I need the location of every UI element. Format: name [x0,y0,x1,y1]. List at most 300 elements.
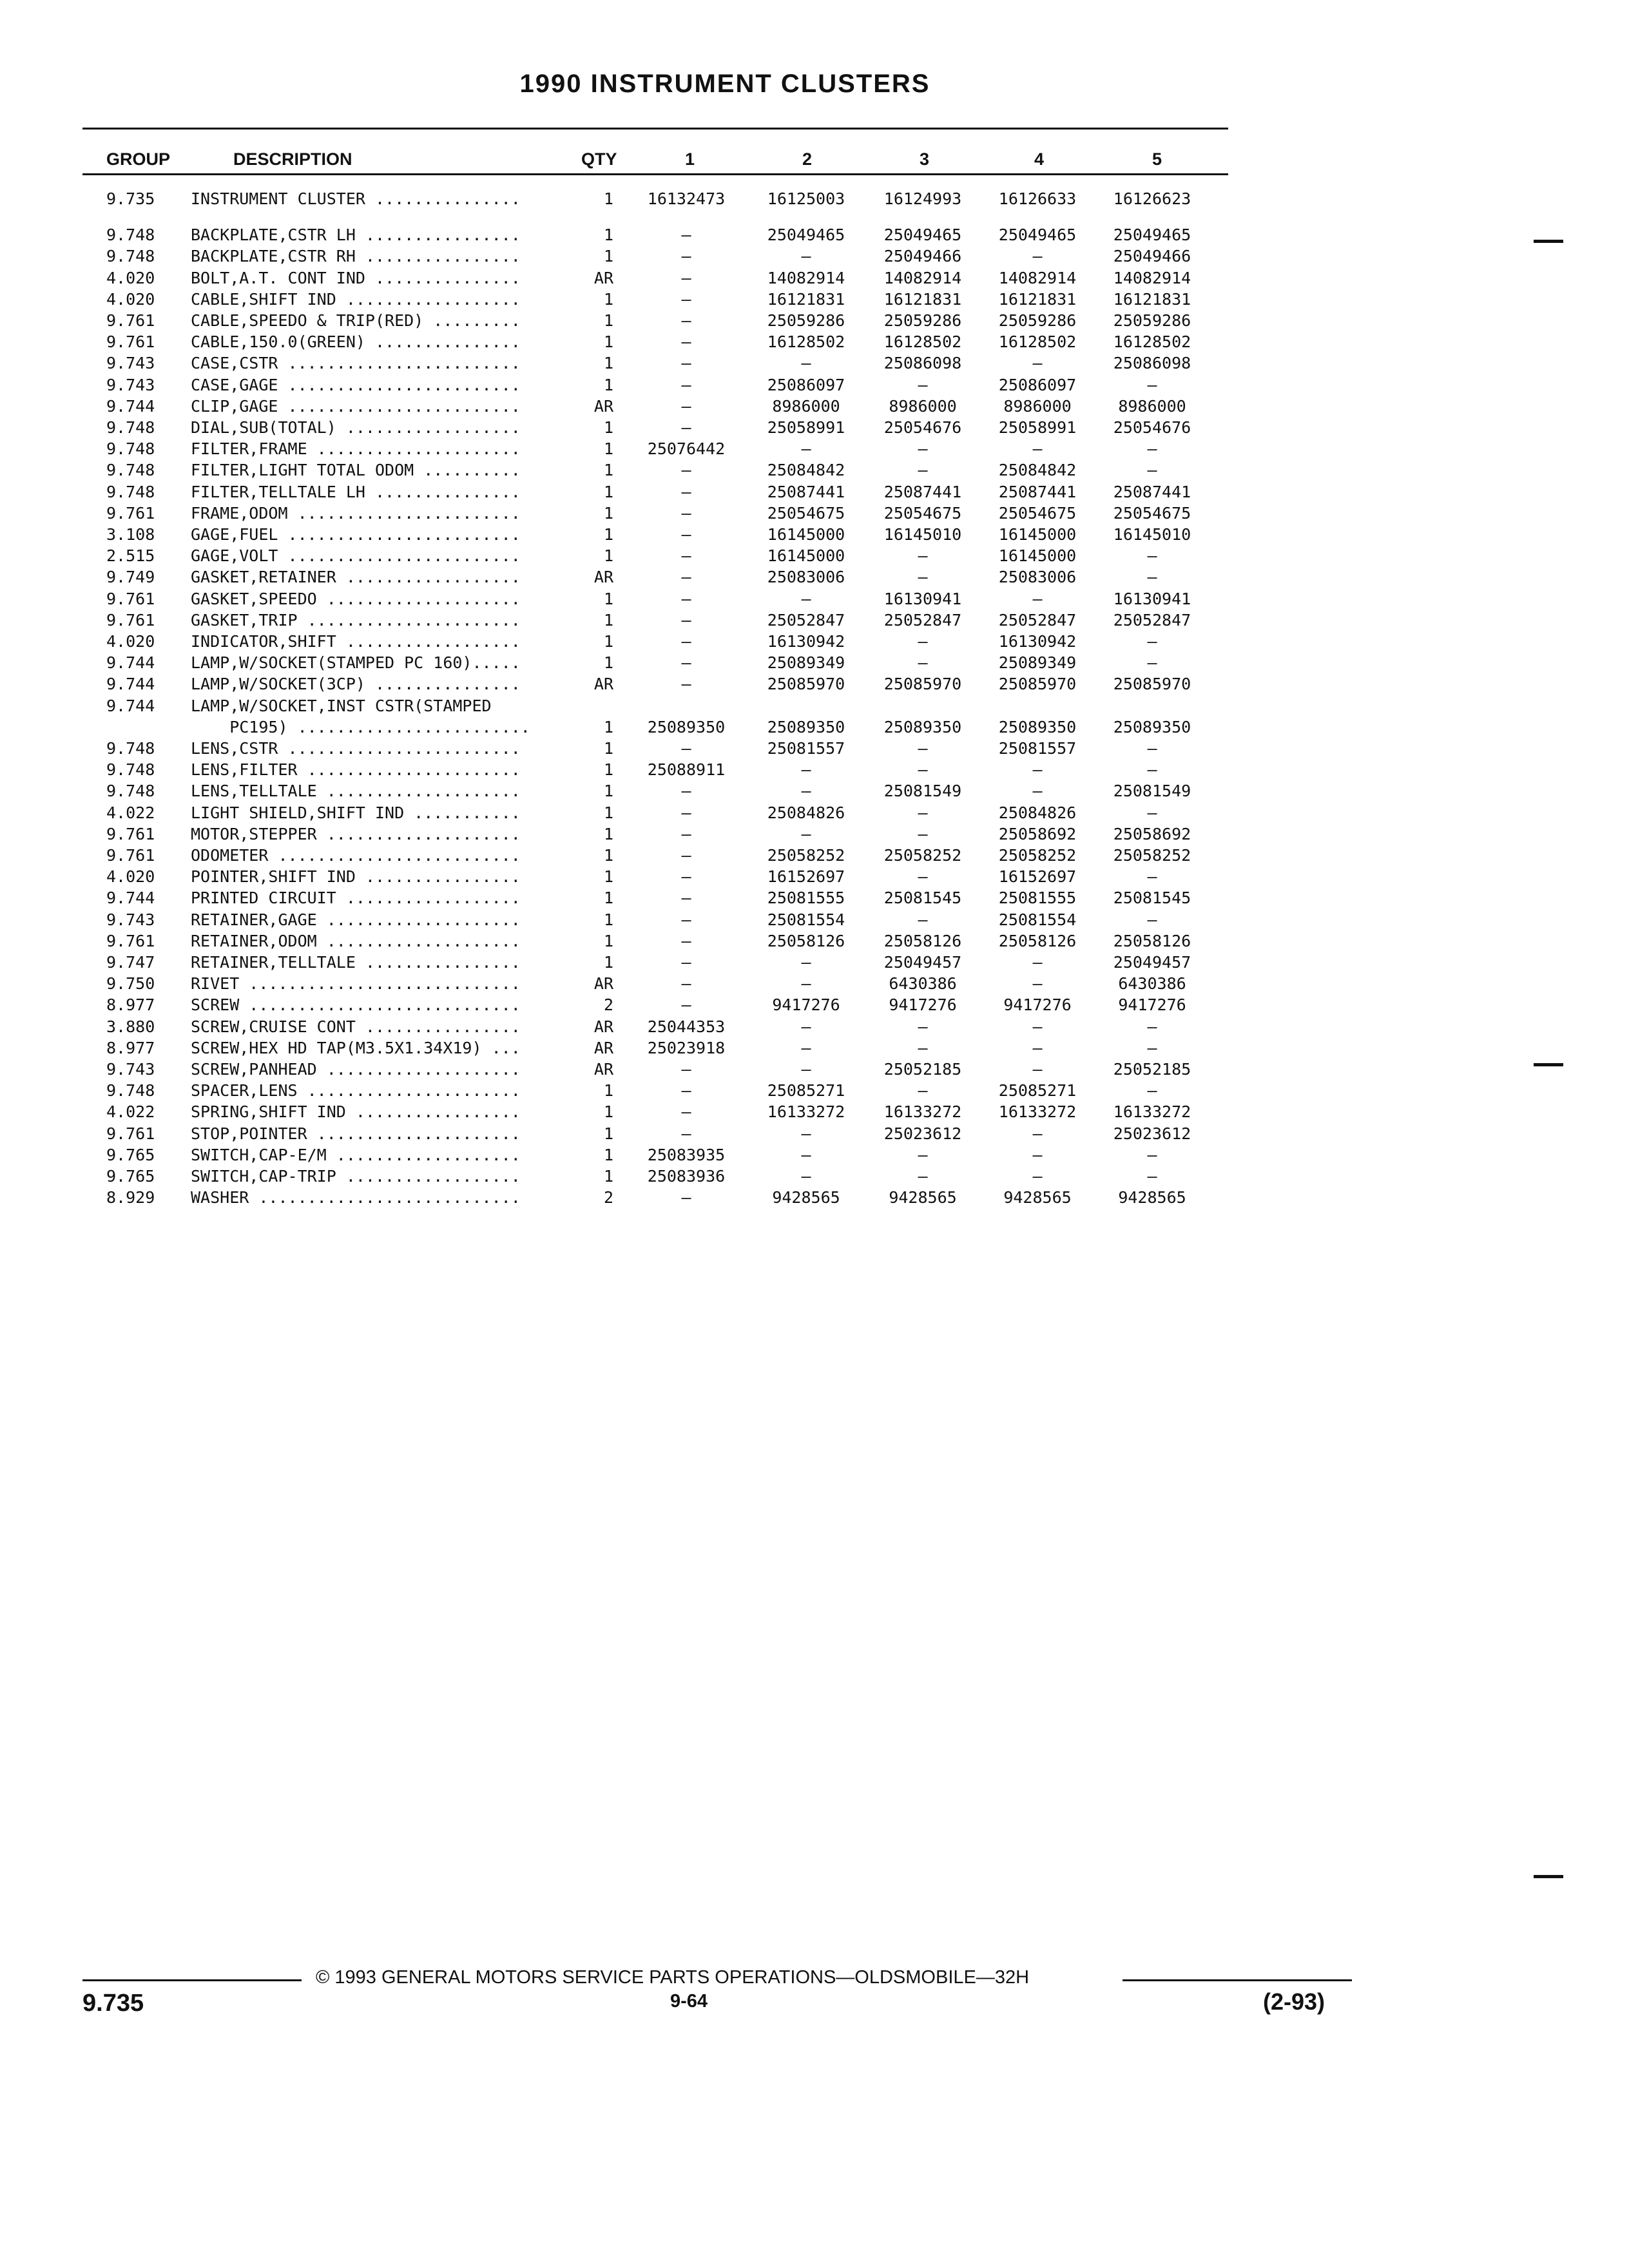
cell-c5: 8986000 [1118,396,1186,416]
table-row [0,417,1629,438]
cell-group: 9.744 [106,696,155,715]
cell-c5: 25058692 [1113,824,1191,843]
table-row [0,1080,1629,1101]
cell-c1: 25044353 [647,1017,726,1036]
cell-c3: 25081545 [883,889,962,908]
cell-qty: 1 [603,760,613,780]
cell-c5: 16130941 [1113,589,1191,608]
table-row [0,396,1629,417]
page-title: 1990 INSTRUMENT CLUSTERS [519,70,930,98]
cell-group: 9.761 [106,1124,155,1143]
cell-group: 8.977 [106,995,155,1015]
cell-c2: 25054675 [767,503,845,523]
cell-c3: 25054676 [883,418,962,437]
cell-c4: 25081554 [998,910,1077,929]
cell-c5: 25058126 [1113,931,1191,950]
cell-c4: — [1032,589,1043,608]
cell-c5: — [1147,461,1157,480]
table-row [0,823,1629,845]
cell-c1: — [681,546,691,566]
cell-group: 9.748 [106,782,155,801]
cell-desc: LENS,FILTER ...................... [191,760,521,780]
cell-c3: — [918,803,928,822]
cell-group: 9.748 [106,482,155,501]
cell-c5: 25085970 [1113,675,1191,694]
cell-c5: — [1147,375,1157,394]
footer-date-code: (2-93) [1263,1988,1325,2015]
column-header-1: 1 [685,149,695,169]
table-row [0,673,1629,695]
cell-group: 9.743 [106,910,155,929]
cell-c2: 25058991 [767,418,845,437]
cell-c5: 25058252 [1113,846,1191,865]
cell-c5: 9417276 [1118,995,1186,1015]
cell-desc: CASE,GAGE ........................ [191,375,521,394]
cell-group: 9.761 [106,846,155,865]
cell-c4: — [1032,1038,1043,1057]
cell-c3: 9428565 [889,1188,957,1207]
cell-c2: — [801,439,811,459]
cell-group: 9.744 [106,889,155,908]
cell-desc: CABLE,150.0(GREEN) ............... [191,332,521,352]
cell-c1: — [681,782,691,801]
cell-group: 9.749 [106,568,155,587]
cell-desc: PC195) ........................ [191,717,530,736]
cell-c5: — [1147,1017,1157,1036]
cell-qty: 1 [603,1081,613,1100]
cell-c3: 25023612 [883,1124,962,1143]
cell-group: 9.743 [106,354,155,373]
cell-group: 8.929 [106,1188,155,1207]
cell-c3: 25089350 [883,717,962,736]
cell-c5: 25054676 [1113,418,1191,437]
cell-c5: — [1147,803,1157,822]
cell-c1: — [681,1060,691,1079]
cell-c2: — [801,824,811,843]
cell-c3: 8986000 [889,396,957,416]
cell-desc: LAMP,W/SOCKET,INST CSTR(STAMPED [191,696,492,715]
cell-qty: 1 [603,803,613,822]
cell-c1: — [681,311,691,330]
cell-qty: 1 [603,846,613,865]
cell-c4: — [1032,1145,1043,1164]
cell-c2: — [801,782,811,801]
cell-c4: 25054675 [998,503,1077,523]
cell-c1: — [681,910,691,929]
table-row [0,224,1629,245]
table-row [0,459,1629,481]
cell-group: 9.744 [106,396,155,416]
cell-c3: 16130941 [883,589,962,608]
cell-qty: 1 [603,653,613,673]
cell-group: 9.761 [106,503,155,523]
cell-c4: 25086097 [998,375,1077,394]
column-header-4: 4 [1034,149,1045,169]
table-row [0,652,1629,673]
cell-c2: 25081557 [767,739,845,758]
cell-c4: 16130942 [998,632,1077,651]
table-row [0,802,1629,823]
footer-group-number: 9.735 [82,1990,144,2017]
cell-qty: 1 [603,931,613,950]
cell-c4: 25081555 [998,889,1077,908]
cell-c1: — [681,889,691,908]
cell-c5: 16145010 [1113,525,1191,544]
cell-c4: — [1032,439,1043,459]
cell-c3: — [918,910,928,929]
table-row [0,610,1629,631]
cell-c1: 16132473 [647,189,726,208]
cell-qty: 1 [603,189,613,208]
cell-group: 9.747 [106,953,155,972]
cell-desc: FILTER,TELLTALE LH ............... [191,482,521,501]
cell-c2: 16121831 [767,289,845,309]
cell-c1: — [681,247,691,266]
cell-desc: BOLT,A.T. CONT IND ............... [191,268,521,287]
cell-qty: 2 [603,995,613,1015]
cell-c2: — [801,354,811,373]
cell-desc: SCREW,CRUISE CONT ................ [191,1017,521,1036]
cell-c1: — [681,931,691,950]
cell-qty: 1 [603,226,613,245]
header-bottom-rule [82,173,1228,175]
cell-c2: 25084842 [767,461,845,480]
cell-group: 9.761 [106,931,155,950]
cell-c5: 25052847 [1113,610,1191,629]
cell-c5: 25059286 [1113,311,1191,330]
cell-group: 9.748 [106,247,155,266]
cell-qty: 1 [603,739,613,758]
cell-qty: 1 [603,1145,613,1164]
cell-c2: — [801,1017,811,1036]
cell-c5: 6430386 [1118,974,1186,994]
cell-c2: 25058126 [767,931,845,950]
cell-c4: — [1032,760,1043,780]
cell-c4: 25089349 [998,653,1077,673]
table-row [0,930,1629,952]
cell-c2: — [801,589,811,608]
cell-group: 4.020 [106,632,155,651]
footer-rule-right [1123,1979,1352,1981]
cell-c1: — [681,354,691,373]
cell-desc: RIVET ............................ [191,974,521,994]
cell-c5: 25049466 [1113,247,1191,266]
cell-c3: — [918,1167,928,1186]
cell-c1: 25088911 [647,760,726,780]
table-row [0,887,1629,908]
cell-c3: — [918,568,928,587]
table-row [0,481,1629,503]
cell-qty: 1 [603,354,613,373]
table-row [0,631,1629,652]
cell-c2: 16133272 [767,1102,845,1122]
table-row [0,352,1629,374]
cell-qty: 1 [603,1167,613,1186]
cell-c5: — [1147,1081,1157,1100]
cell-c3: — [918,439,928,459]
cell-group: 4.020 [106,289,155,309]
cell-c4: 25059286 [998,311,1077,330]
cell-desc: RETAINER,GAGE .................... [191,910,521,929]
cell-desc: FILTER,LIGHT TOTAL ODOM .......... [191,461,521,480]
table-row [0,1101,1629,1122]
cell-c4: — [1032,974,1043,994]
cell-desc: CASE,CSTR ........................ [191,354,521,373]
cell-qty: 1 [603,525,613,544]
cell-c3: — [918,867,928,887]
cell-c1: — [681,1188,691,1207]
margin-mark [1534,1875,1563,1878]
cell-c5: 16121831 [1113,289,1191,309]
cell-c3: 16121831 [883,289,962,309]
cell-desc: GAGE,FUEL ........................ [191,525,521,544]
cell-c3: — [918,632,928,651]
cell-c4: 16145000 [998,546,1077,566]
cell-qty: AR [593,1060,613,1079]
cell-qty: AR [593,268,613,287]
cell-c1: — [681,739,691,758]
cell-c3: 25086098 [883,354,962,373]
table-row [0,759,1629,780]
cell-c2: 16130942 [767,632,845,651]
cell-group: 3.880 [106,1017,155,1036]
cell-c2: — [801,1124,811,1143]
table-row [0,1059,1629,1080]
cell-c3: — [918,653,928,673]
table-row [0,973,1629,994]
cell-group: 4.022 [106,1102,155,1122]
cell-c4: 8986000 [1003,396,1072,416]
cell-qty: 1 [603,610,613,629]
cell-c5: — [1147,910,1157,929]
cell-c1: — [681,332,691,352]
cell-group: 9.748 [106,418,155,437]
cell-c3: 25049466 [883,247,962,266]
cell-c2: 25085271 [767,1081,845,1100]
cell-c3: — [918,1017,928,1036]
cell-c4: — [1032,953,1043,972]
cell-c4: — [1032,782,1043,801]
cell-qty: 1 [603,889,613,908]
cell-desc: LENS,TELLTALE .................... [191,782,521,801]
cell-c4: — [1032,354,1043,373]
table-row [0,289,1629,310]
cell-c2: 14082914 [767,268,845,287]
cell-c2: — [801,953,811,972]
cell-c4: 9428565 [1003,1188,1072,1207]
cell-c5: — [1147,867,1157,887]
cell-c1: — [681,525,691,544]
cell-c1: — [681,375,691,394]
cell-c4: 25081557 [998,739,1077,758]
cell-qty: AR [593,396,613,416]
cell-c2: — [801,1038,811,1057]
cell-qty: AR [593,675,613,694]
cell-c2: 16152697 [767,867,845,887]
cell-group: 9.761 [106,589,155,608]
cell-group: 9.761 [106,332,155,352]
cell-qty: 1 [603,824,613,843]
cell-c5: 16126623 [1113,189,1191,208]
cell-c5: 25081545 [1113,889,1191,908]
table-row [0,566,1629,588]
table-row [0,188,1629,209]
column-header-description: DESCRIPTION [233,149,352,169]
cell-c3: 25049457 [883,953,962,972]
cell-qty: 1 [603,717,613,736]
table-row [0,588,1629,610]
cell-c2: — [801,974,811,994]
cell-c1: 25023918 [647,1038,726,1057]
cell-group: 9.748 [106,1081,155,1100]
cell-c3: — [918,739,928,758]
cell-qty: AR [593,974,613,994]
cell-c3: — [918,1145,928,1164]
cell-qty: 1 [603,1124,613,1143]
cell-c2: 16125003 [767,189,845,208]
cell-c2: 25049465 [767,226,845,245]
cell-c3: 25081549 [883,782,962,801]
cell-c4: 25085970 [998,675,1077,694]
table-row [0,909,1629,930]
cell-qty: 1 [603,503,613,523]
cell-c3: 25058126 [883,931,962,950]
cell-c4: 25052847 [998,610,1077,629]
cell-c2: 25087441 [767,482,845,501]
cell-c3: 9417276 [889,995,957,1015]
table-row [0,1016,1629,1037]
table-row [0,780,1629,802]
cell-c1: — [681,846,691,865]
cell-group: 9.744 [106,653,155,673]
cell-c3: 25087441 [883,482,962,501]
cell-c1: — [681,482,691,501]
cell-c3: 16145010 [883,525,962,544]
cell-group: 9.761 [106,311,155,330]
cell-desc: ODOMETER ......................... [191,846,521,865]
cell-c2: 16145000 [767,546,845,566]
cell-desc: SWITCH,CAP-E/M ................... [191,1145,521,1164]
cell-qty: 1 [603,632,613,651]
cell-group: 9.743 [106,375,155,394]
cell-c4: 25083006 [998,568,1077,587]
cell-c1: — [681,289,691,309]
cell-qty: 1 [603,1102,613,1122]
cell-qty: 1 [603,546,613,566]
cell-group: 9.744 [106,675,155,694]
margin-mark [1534,240,1563,243]
table-row [0,1144,1629,1166]
cell-desc: POINTER,SHIFT IND ................ [191,867,521,887]
cell-c4: 16126633 [998,189,1077,208]
cell-c3: 25058252 [883,846,962,865]
footer-copyright: © 1993 GENERAL MOTORS SERVICE PARTS OPERATIONS—OLDSMOBILE—32H [316,1967,1030,1988]
cell-c5: — [1147,1145,1157,1164]
column-header-3: 3 [920,149,930,169]
table-row [0,267,1629,289]
column-header-2: 2 [802,149,813,169]
cell-group: 9.748 [106,439,155,459]
cell-c1: — [681,653,691,673]
cell-desc: CABLE,SHIFT IND .................. [191,289,521,309]
cell-c4: 16128502 [998,332,1077,352]
cell-group: 9.735 [106,189,155,208]
cell-c2: 25052847 [767,610,845,629]
cell-c2: 16145000 [767,525,845,544]
cell-c1: — [681,589,691,608]
cell-c3: 16124993 [883,189,962,208]
table-row [0,1166,1629,1187]
cell-c5: 25086098 [1113,354,1191,373]
cell-group: 8.977 [106,1038,155,1057]
cell-qty: AR [593,568,613,587]
table-row [0,331,1629,352]
cell-c5: 25089350 [1113,717,1191,736]
cell-c1: 25083935 [647,1145,726,1164]
cell-group: 9.748 [106,739,155,758]
cell-c5: — [1147,568,1157,587]
cell-c4: 25058692 [998,824,1077,843]
cell-desc: INSTRUMENT CLUSTER ............... [191,189,521,208]
cell-c5: 25087441 [1113,482,1191,501]
cell-c3: 25054675 [883,503,962,523]
cell-c1: 25076442 [647,439,726,459]
cell-c4: 25058991 [998,418,1077,437]
cell-c3: 25059286 [883,311,962,330]
cell-c2: 25084826 [767,803,845,822]
cell-desc: SCREW,HEX HD TAP(M3.5X1.34X19) ... [191,1038,521,1057]
cell-c1: — [681,974,691,994]
cell-c5: — [1147,439,1157,459]
cell-c1: — [681,632,691,651]
cell-c1: — [681,867,691,887]
cell-c4: — [1032,247,1043,266]
cell-c5: — [1147,1038,1157,1057]
cell-c5: — [1147,739,1157,758]
cell-c2: 25059286 [767,311,845,330]
cell-c3: — [918,461,928,480]
cell-desc: INDICATOR,SHIFT .................. [191,632,521,651]
cell-c5: 25049465 [1113,226,1191,245]
cell-c4: 16145000 [998,525,1077,544]
cell-c4: 25087441 [998,482,1077,501]
cell-c1: — [681,461,691,480]
cell-c2: 25085970 [767,675,845,694]
table-row [0,524,1629,545]
cell-c4: — [1032,1167,1043,1186]
cell-c5: 25023612 [1113,1124,1191,1143]
cell-c1: — [681,675,691,694]
cell-c1: — [681,503,691,523]
cell-group: 9.748 [106,226,155,245]
cell-c4: 25049465 [998,226,1077,245]
cell-c1: — [681,1081,691,1100]
cell-c2: — [801,760,811,780]
cell-c1: 25089350 [647,717,726,736]
table-row [0,438,1629,459]
cell-c2: 25083006 [767,568,845,587]
cell-desc: BACKPLATE,CSTR RH ................ [191,247,521,266]
cell-c2: — [801,1145,811,1164]
cell-c4: 25084826 [998,803,1077,822]
cell-desc: RETAINER,TELLTALE ................ [191,953,521,972]
cell-qty: 1 [603,461,613,480]
cell-c5: — [1147,760,1157,780]
cell-group: 9.761 [106,824,155,843]
cell-desc: GAGE,VOLT ........................ [191,546,521,566]
cell-c4: 9417276 [1003,995,1072,1015]
cell-group: 9.765 [106,1167,155,1186]
